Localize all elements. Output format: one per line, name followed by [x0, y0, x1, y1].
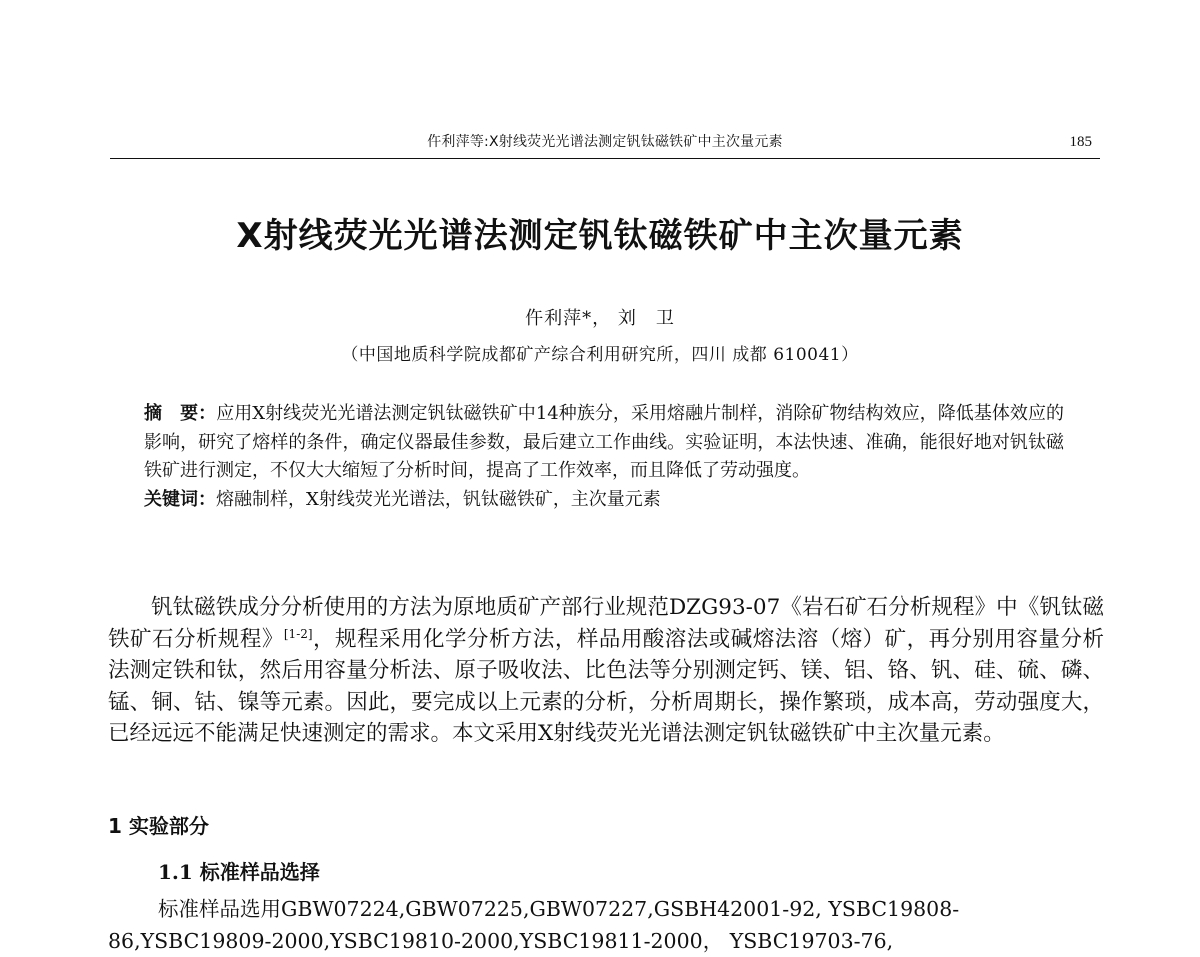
intro-text-part2: ，规程采用化学分析方法，样品用酸溶法或碱熔法溶（熔）矿，再分别用容量分析法测定铁和钛，然后用容量分析法、原子吸收法、比色法等分别测定钙、镁、铝、铬、钒、硅、硫、磷、锰、铜、钴、镍等元素。因此，要完成以上元素的分析，分析周期长，操作繁琐，成本高，劳动强度大，已经远远不能满足快速测定的需求。本文采用X射线荧光光谱法测定钒钛磁铁矿中主次量元素。 [108, 626, 1104, 746]
intro-text-part1: 钒钛磁铁成分分析使用的方法为原地质矿产部行业规范DZG93-07《岩石矿石分析规程》中《钒钛磁铁矿石分析规程》 [108, 595, 1104, 652]
subsection-heading-standards: 1.1 标准样品选择 [158, 860, 320, 884]
running-header [110, 131, 1100, 155]
header-divider [110, 158, 1100, 159]
keywords-paragraph [144, 486, 1064, 515]
section-heading-experimental: 1 实验部分 [108, 814, 209, 838]
author-affiliation: （中国地质科学院成都矿产综合利用研究所，四川 成都 610041） [341, 345, 859, 365]
page-number: 185 [1069, 134, 1092, 150]
abstract-paragraph [144, 400, 1064, 486]
abstract-text: 应用X射线荧光光谱法测定钒钛磁铁矿中14种族分，采用熔融片制样，消除矿物结构效应，降低基体效应的影响，研究了熔样的条件，确定仪器最佳参数，最后建立工作曲线。实验证明，本法快速、准确，能很好地对钒钛磁铁矿进行测定，不仅大大缩短了分析时间，提高了工作效率，而且降低了劳动强度。 [144, 403, 1065, 481]
running-title: 仵利萍等:X射线荧光光谱法测定钒钛磁铁矿中主次量元素 [427, 134, 783, 150]
paper-title: X射线荧光光谱法测定钒钛磁铁矿中主次量元素 [236, 216, 964, 256]
intro-paragraph [108, 592, 1104, 750]
keywords-text: 熔融制样，X射线荧光光谱法，钒钛磁铁矿，主次量元素 [216, 488, 661, 510]
standards-section [108, 893, 1104, 957]
citation-reference: [1-2] [283, 626, 313, 641]
intro-section [108, 592, 1104, 750]
standards-paragraph: 标准样品选用GBW07224,GBW07225,GBW07227,GSBH42001-92, YSBC19808-86,YSBC19809-2000,YSBC19810-2000,YSBC19811-2000， YSBC19703-76, [108, 897, 960, 953]
abstract-block [144, 400, 1064, 514]
abstract-label: 摘 要： [144, 403, 217, 424]
keywords-label: 关键词： [144, 488, 216, 510]
author-list: 仵利萍*， 刘 卫 [525, 308, 675, 329]
